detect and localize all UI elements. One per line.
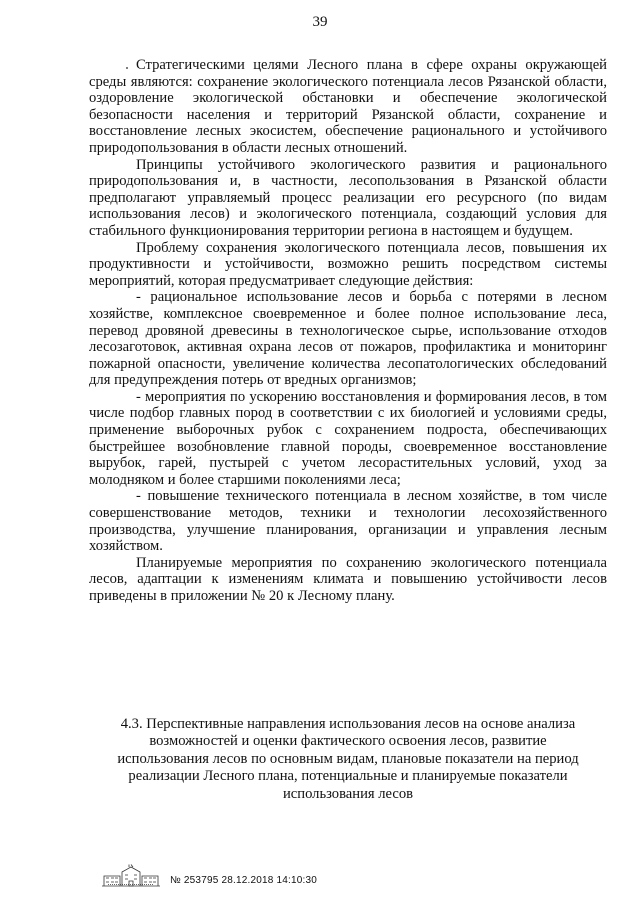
- heading-line: использования лесов по основным видам, плановые показатели на период: [117, 750, 579, 767]
- list-item-rational-use: - рациональное использование лесов и борьба с потерями в лесном хозяйстве, комплексное своевременное и более полное использование леса, перевод дровяной древесины в технологическое сырье, использование отходов лесозаготовок, активная охрана лесов от пожаров, профилактика и мониторинг пожарной опасности, увеличение количества лесопатологических обследований для предупреждения потерь от вредных организмов;: [89, 289, 607, 389]
- paragraph-problem: Проблему сохранения экологического потенциала лесов, повышения их продуктивности и устойчивости, возможно решить посредством системы мероприятий, которая предусматривает следующие действия:: [89, 239, 607, 289]
- body-text: [89, 57, 607, 605]
- list-item-technical-potential: - повышение технического потенциала в лесном хозяйстве, в том числе совершенствование методов, техники и технологии лесохозяйственного производства, улучшение планирования, организации и управления лесным хозяйством.: [89, 488, 607, 555]
- registration-stamp: № 253795 28.12.2018 14:10:30: [170, 875, 318, 886]
- building-seal-icon: [100, 864, 162, 888]
- paragraph-strategic-goals: Стратегическими целями Лесного плана в сфере охраны окружающей среды являются: сохранение экологического потенциала лесов Рязанской области, оздоровление экологической обстановки и обеспечение экологической безопасности населения и территорий Рязанской области, сохранение и восстановление лесных экосистем, обеспечение рационального и устойчивого природопользования в области лесных отношений.: [89, 57, 607, 156]
- footer: [100, 862, 317, 888]
- paragraph-principles: Принципы устойчивого экологического развития и рационального природопользования и, в частности, лесопользования в Рязанской области предполагают управляемый процесс реализации его ресурсного (по видам использования лесов) и экологического потенциала, создающий условия для стабильного функционирования территории региона в настоящем и будущем.: [89, 156, 607, 239]
- page-number: 39: [312, 14, 328, 30]
- list-item-forest-restoration: - мероприятия по ускорению восстановления и формирования лесов, в том числе подбор главных пород в соответствии с их биологией и условиями среды, применение выборочных рубок с сохранением подроста, обеспечивающих быстрейшее возобновление главной породы, своевременное восстановление вырубок, гарей, пустырей с учетом лесорастительных условий, уход за молодняком и более старшими поколениями леса;: [89, 388, 607, 488]
- heading-line: возможностей и оценки фактического освоения лесов, развитие: [149, 733, 547, 750]
- heading-line: реализации Лесного плана, потенциальные и планируемые показатели: [128, 768, 568, 785]
- heading-line: использования лесов: [282, 785, 414, 802]
- section-heading: [89, 716, 607, 803]
- paragraph-planned-measures: Планируемые мероприятия по сохранению экологического потенциала лесов, адаптации к изменениям климата и повышению устойчивости лесов приведены в приложении № 20 к Лесному плану.: [89, 554, 607, 604]
- heading-line: 4.3. Перспективные направления использования лесов на основе анализа: [120, 716, 576, 732]
